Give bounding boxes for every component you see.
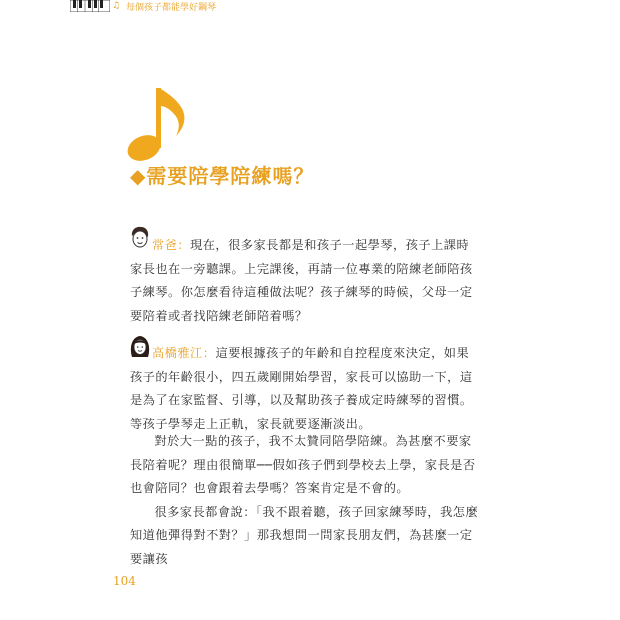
body-paragraphs xyxy=(130,430,480,572)
running-header-title: 每個孩子都能學好鋼琴 xyxy=(126,3,217,13)
paragraph: 對於大一點的孩子，我不太贊同陪學陪練。為甚麼不要家長陪着呢？理由很簡單──假如孩子們到學校去上學，家長是否也會陪同？也會跟着去學嗎？答案肯定是不會的。 xyxy=(130,434,476,496)
section-title: ◆需要陪學陪練嗎？ xyxy=(130,164,315,188)
dialogue-block-2 xyxy=(130,342,480,436)
running-header xyxy=(0,0,620,18)
paragraph: 很多家長都會說：「我不跟着聽，孩子回家練琴時，我怎麼知道他彈得對不對？」那我想問一問家長朋友們，為甚麼一定要讓孩 xyxy=(130,504,479,566)
piano-keys-icon xyxy=(70,0,110,12)
speaker-name: 高橋雅江： xyxy=(152,346,216,360)
dialogue-text: 現在，很多家長都是和孩子一起學琴，孩子上課時家長也在一旁聽課。上完課後，再請一位專業的陪練老師陪孩子練琴。你怎麼看待這種做法呢？孩子練琴的時候，父母一定要陪着或者找陪練老師陪着嗎？ xyxy=(130,238,473,323)
page-number: 104 xyxy=(113,574,136,588)
speaker-name: 常爸： xyxy=(152,238,191,252)
dialogue-block-1 xyxy=(130,234,480,328)
eighth-note-icon xyxy=(126,84,192,166)
music-note-icon: ♫ xyxy=(112,1,121,11)
dialogue-text: 這要根據孩子的年齡和自控程度來決定，如果孩子的年齡很小，四五歲剛開始學習，家長可以協助一下，這是為了在家監督、引導，以及幫助孩子養成定時練琴的習慣。等孩子學琴走上正軌，家長就要逐漸淡出。 xyxy=(130,346,473,431)
